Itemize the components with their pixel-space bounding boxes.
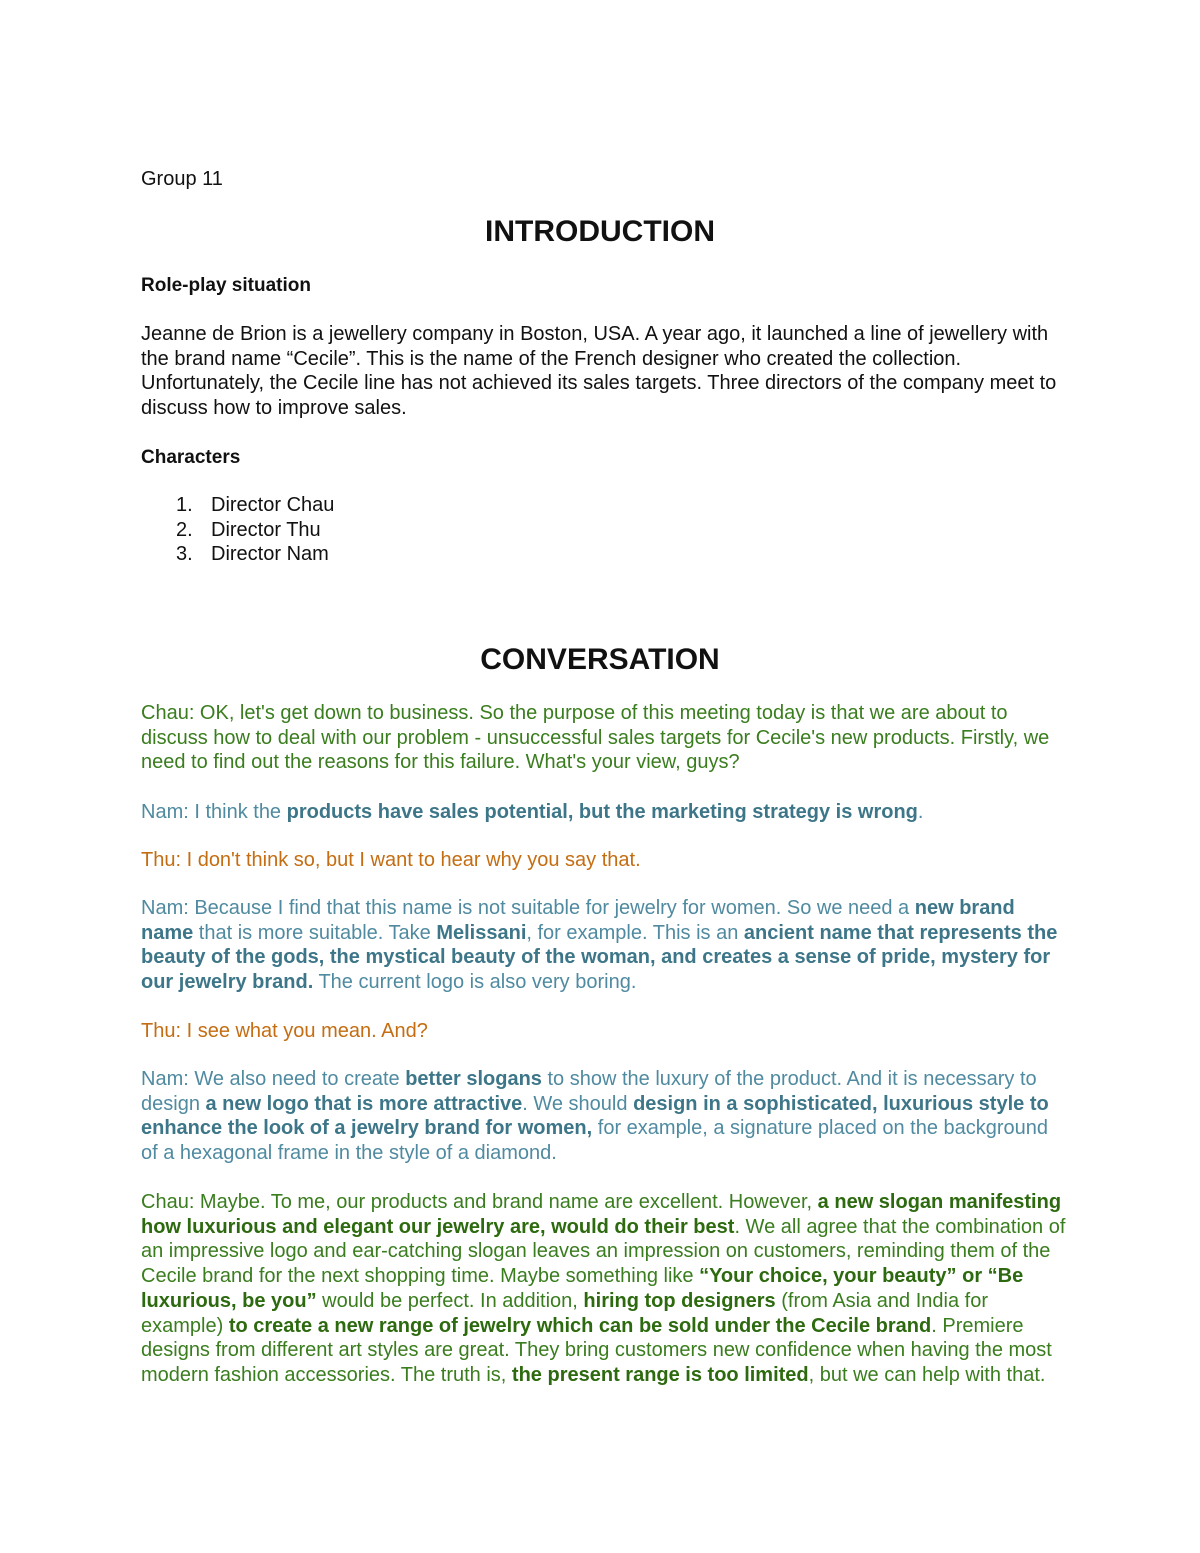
dialogue-text: Chau: OK, let's get down to business. So the purpose of this meeting today is that we are about to discuss how to deal with our problem - unsuccessful sales targets for Cecile's new products. Firstly, we need to find out the reasons for this failure. What's your view, guys? xyxy=(141,702,1050,774)
character-name: Director Thu xyxy=(211,518,321,541)
dialogue-text: would be perfect. In addition, xyxy=(316,1289,584,1312)
emphasis-text: design in a sophisticated, luxurious style to enhance the look of a jewelry brand for women, xyxy=(141,1092,1049,1140)
dialogue-line-nam xyxy=(141,896,1066,995)
dialogue-text: The current logo is also very boring. xyxy=(313,971,637,994)
emphasis-text: better slogans xyxy=(405,1068,542,1090)
character-name: Director Chau xyxy=(211,494,335,516)
dialogue-line-chau xyxy=(141,1190,1066,1388)
list-item xyxy=(141,518,334,543)
dialogue-line-nam xyxy=(141,1067,1066,1166)
emphasis-text: a new slogan manifesting how luxurious and elegant our jewelry are, would do their best xyxy=(141,1191,1062,1238)
dialogue-line-chau xyxy=(141,701,1066,775)
emphasis-text: a new logo that is more attractive xyxy=(205,1092,523,1115)
characters-list xyxy=(141,493,334,567)
dialogue-text: Nam: I think the xyxy=(141,801,287,823)
dialogue-text: Thu: I see what you mean. And? xyxy=(141,1020,428,1042)
emphasis-text: Melissani xyxy=(436,921,527,944)
dialogue-text: . xyxy=(917,801,924,823)
emphasis-text: “Your choice, your beauty” or “Be luxurious, be you” xyxy=(141,1265,1024,1312)
dialogue-text: Thu: I don't think so, but I want to hear why you say that. xyxy=(141,849,641,871)
dialogue-text: to show the luxury of the product. And it is necessary to design xyxy=(141,1068,1037,1115)
group-label: Group 11 xyxy=(141,168,223,190)
list-item xyxy=(141,542,334,567)
dialogue-line-thu xyxy=(141,848,1066,873)
list-number: 1. xyxy=(176,494,193,516)
dialogue-text: (from Asia and India for example) xyxy=(141,1289,988,1337)
role-play-heading: Role-play situation xyxy=(141,275,311,296)
character-name: Director Nam xyxy=(211,543,329,566)
list-number: 2. xyxy=(176,518,193,541)
dialogue-text: . Premiere designs from different art styles are great. They bring customers new confidence when having the most modern fashion accessories. The truth is, xyxy=(141,1314,1052,1386)
emphasis-text: products have sales potential, but the marketing strategy is wrong xyxy=(286,801,918,823)
list-item xyxy=(141,493,334,518)
emphasis-text: new brand name xyxy=(141,897,1015,944)
characters-heading: Characters xyxy=(141,447,241,468)
emphasis-text: to create a new range of jewelry which can be sold under the Cecile brand xyxy=(228,1314,932,1337)
dialogue-text: , but we can help with that. xyxy=(808,1363,1046,1386)
dialogue-text: . We should xyxy=(522,1092,634,1115)
dialogue-text: Nam: Because I find that this name is not suitable for jewelry for women. So we need a xyxy=(141,897,915,919)
emphasis-text: the present range is too limited xyxy=(511,1363,809,1386)
dialogue-text: for example, a signature placed on the background of a hexagonal frame in the style of a diamond. xyxy=(141,1117,1049,1165)
emphasis-text: hiring top designers xyxy=(583,1289,776,1312)
emphasis-text: ancient name that represents the beauty of the gods, the mystical beauty of the woman, and creates a sense of pride, mystery for our jewelry brand. xyxy=(141,921,1058,994)
dialogue-text: that is more suitable. Take xyxy=(193,921,437,944)
list-number: 3. xyxy=(176,543,193,566)
dialogue-text: . We all agree that the combination of an impressive logo and ear-catching slogan leaves an impression on customers, reminding them of the Cecile brand for the next shopping time. Maybe something like xyxy=(141,1215,1066,1288)
dialogue-text: Nam: We also need to create xyxy=(141,1068,406,1090)
introduction-heading: INTRODUCTION xyxy=(485,215,715,248)
dialogue-text: , for example. This is an xyxy=(526,921,744,944)
situation-paragraph: Jeanne de Brion is a jewellery company in Boston, USA. A year ago, it launched a line of jewellery with the brand name “Cecile”. This is the name of the French designer who created the collection. Unfortunately, the Cecile line has not achieved its sales targets. Three directors of the company meet to discuss how to improve sales. xyxy=(141,323,1057,420)
dialogue-line-thu xyxy=(141,1019,1066,1044)
conversation-heading: CONVERSATION xyxy=(480,643,720,676)
dialogue-text: Chau: Maybe. To me, our products and brand name are excellent. However, xyxy=(141,1191,818,1213)
dialogue-line-nam xyxy=(141,800,1066,825)
